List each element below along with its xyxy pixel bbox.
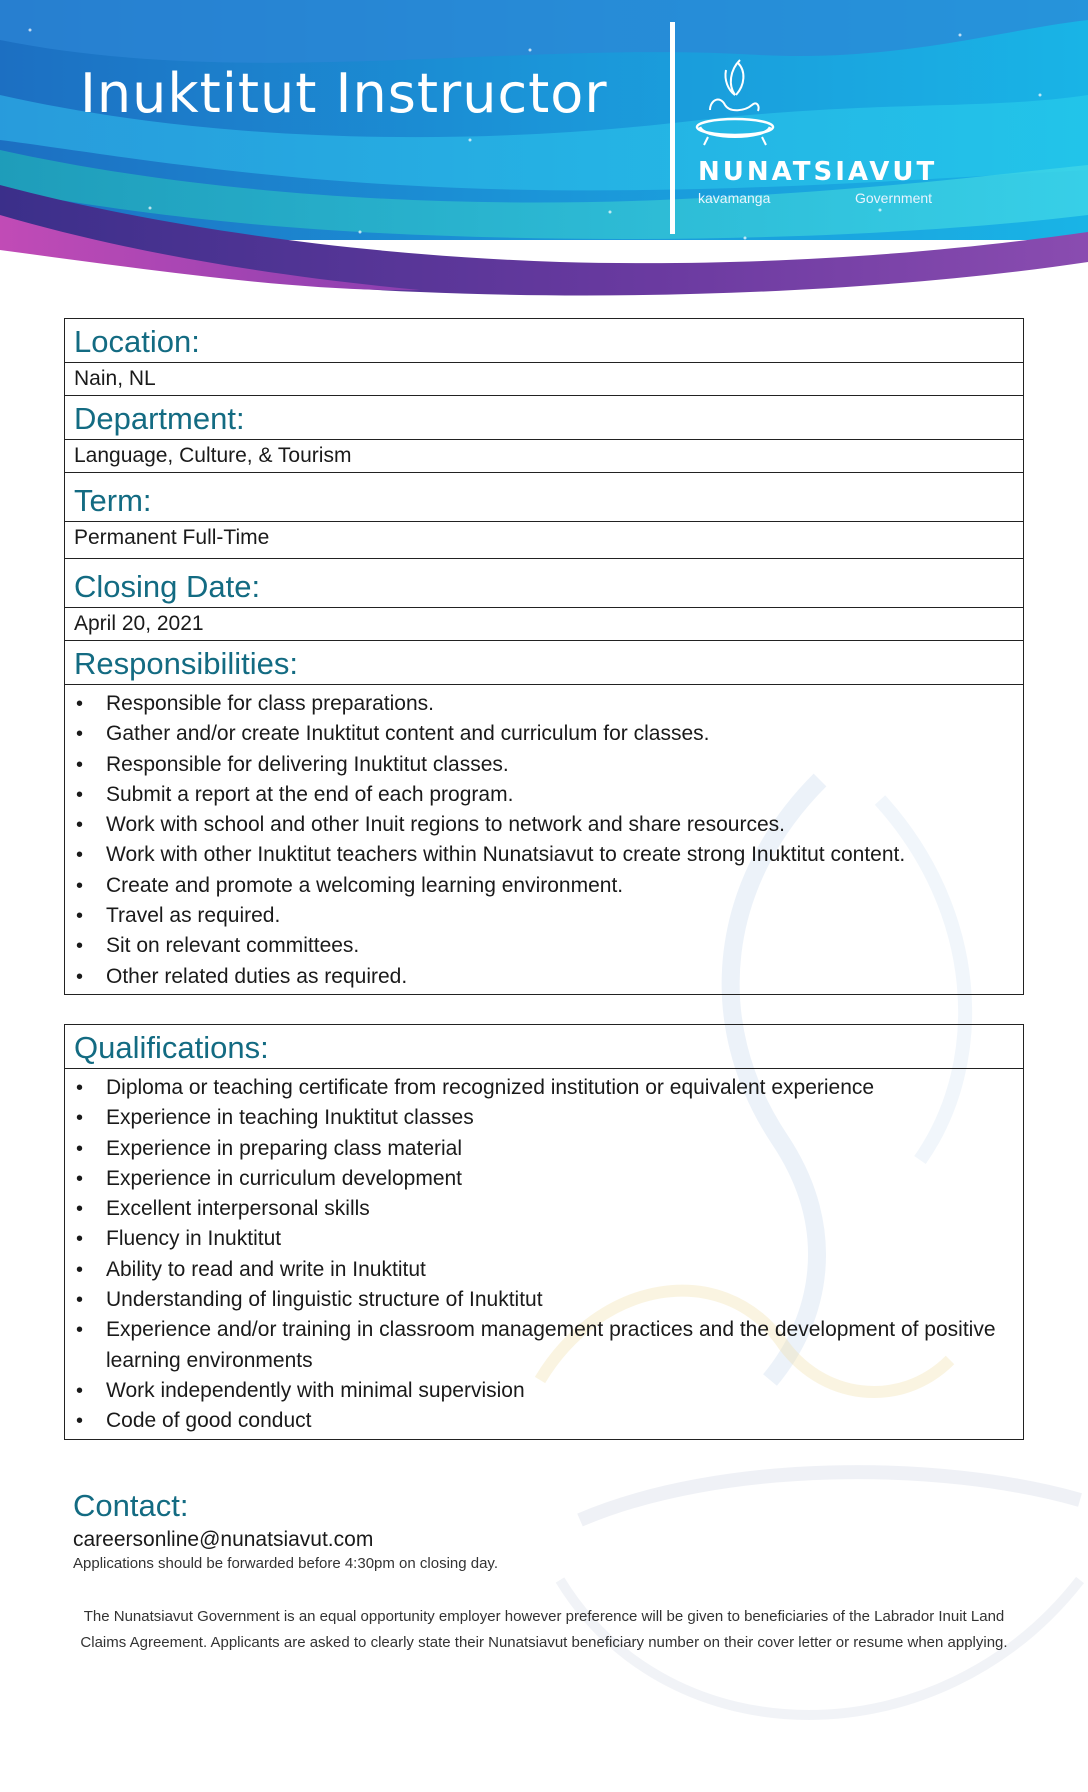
list-item: • Experience in teaching Inuktitut classes [74,1103,1014,1133]
job-details-box [64,318,1024,995]
equal-opportunity-disclaimer: The Nunatsiavut Government is an equal opportunity employer however preference will be given to beneficiaries of the Labrador Inuit Land Claims Agreement. Applicants are asked to clearly state their Nunatsiavut beneficiary number on their cover letter or resume when applying. [80,1608,1008,1651]
list-item: • Sit on relevant committees. [74,931,1014,961]
list-item: • Diploma or teaching certificate from recognized institution or equivalent experience [74,1073,1014,1103]
qualifications-list [65,1069,1023,1439]
responsibilities-heading: Responsibilities: [65,641,1023,685]
list-item: • Ability to read and write in Inuktitut [74,1255,1014,1285]
list-item: • Gather and/or create Inuktitut content and curriculum for classes. [74,719,1014,749]
responsibilities-list [65,685,1023,994]
job-title: Inuktitut Instructor [80,62,608,125]
contact-heading: Contact: [73,1488,189,1523]
list-item: • Fluency in Inuktitut [74,1224,1014,1254]
application-deadline-note: Applications should be forwarded before 4:30pm on closing day. [73,1555,498,1572]
header-divider [670,22,675,234]
department-value: Language, Culture, & Tourism [65,440,1023,473]
location-value: Nain, NL [65,363,1023,396]
list-item: • Work with school and other Inuit regions to network and share resources. [74,810,1014,840]
list-item: • Create and promote a welcoming learning environment. [74,871,1014,901]
contact-section [73,1486,1033,1574]
logo-subtitle-right: Government [855,190,933,206]
list-item: • Responsible for delivering Inuktitut classes. [74,750,1014,780]
list-item: • Experience in preparing class material [74,1134,1014,1164]
closing-date-heading: Closing Date: [65,559,1023,608]
logo-subtitle-left: kavamanga [698,190,771,206]
nunatsiavut-logo [690,55,960,215]
closing-date-value: April 20, 2021 [65,608,1023,641]
list-item: • Experience and/or training in classroom management practices and the development of positive learning environments [74,1315,1014,1376]
header-banner [0,0,1088,305]
list-item: • Code of good conduct [74,1406,1014,1436]
logo-name: NUNATSIAVUT [698,157,938,187]
department-heading: Department: [65,396,1023,440]
qualifications-heading: Qualifications: [65,1025,1023,1069]
qulliq-lamp-icon [690,55,780,155]
list-item: • Work with other Inuktitut teachers within Nunatsiavut to create strong Inuktitut content. [74,840,1014,870]
list-item: • Responsible for class preparations. [74,689,1014,719]
list-item: • Understanding of linguistic structure of Inuktitut [74,1285,1014,1315]
list-item: • Submit a report at the end of each program. [74,780,1014,810]
term-value: Permanent Full-Time [65,522,1023,559]
location-heading: Location: [65,319,1023,363]
qualifications-box [64,1024,1024,1440]
list-item: • Work independently with minimal supervision [74,1376,1014,1406]
list-item: • Other related duties as required. [74,962,1014,992]
term-heading: Term: [65,473,1023,522]
contact-email-link[interactable]: careersonline@nunatsiavut.com [73,1528,374,1551]
list-item: • Experience in curriculum development [74,1164,1014,1194]
list-item: • Excellent interpersonal skills [74,1194,1014,1224]
list-item: • Travel as required. [74,901,1014,931]
